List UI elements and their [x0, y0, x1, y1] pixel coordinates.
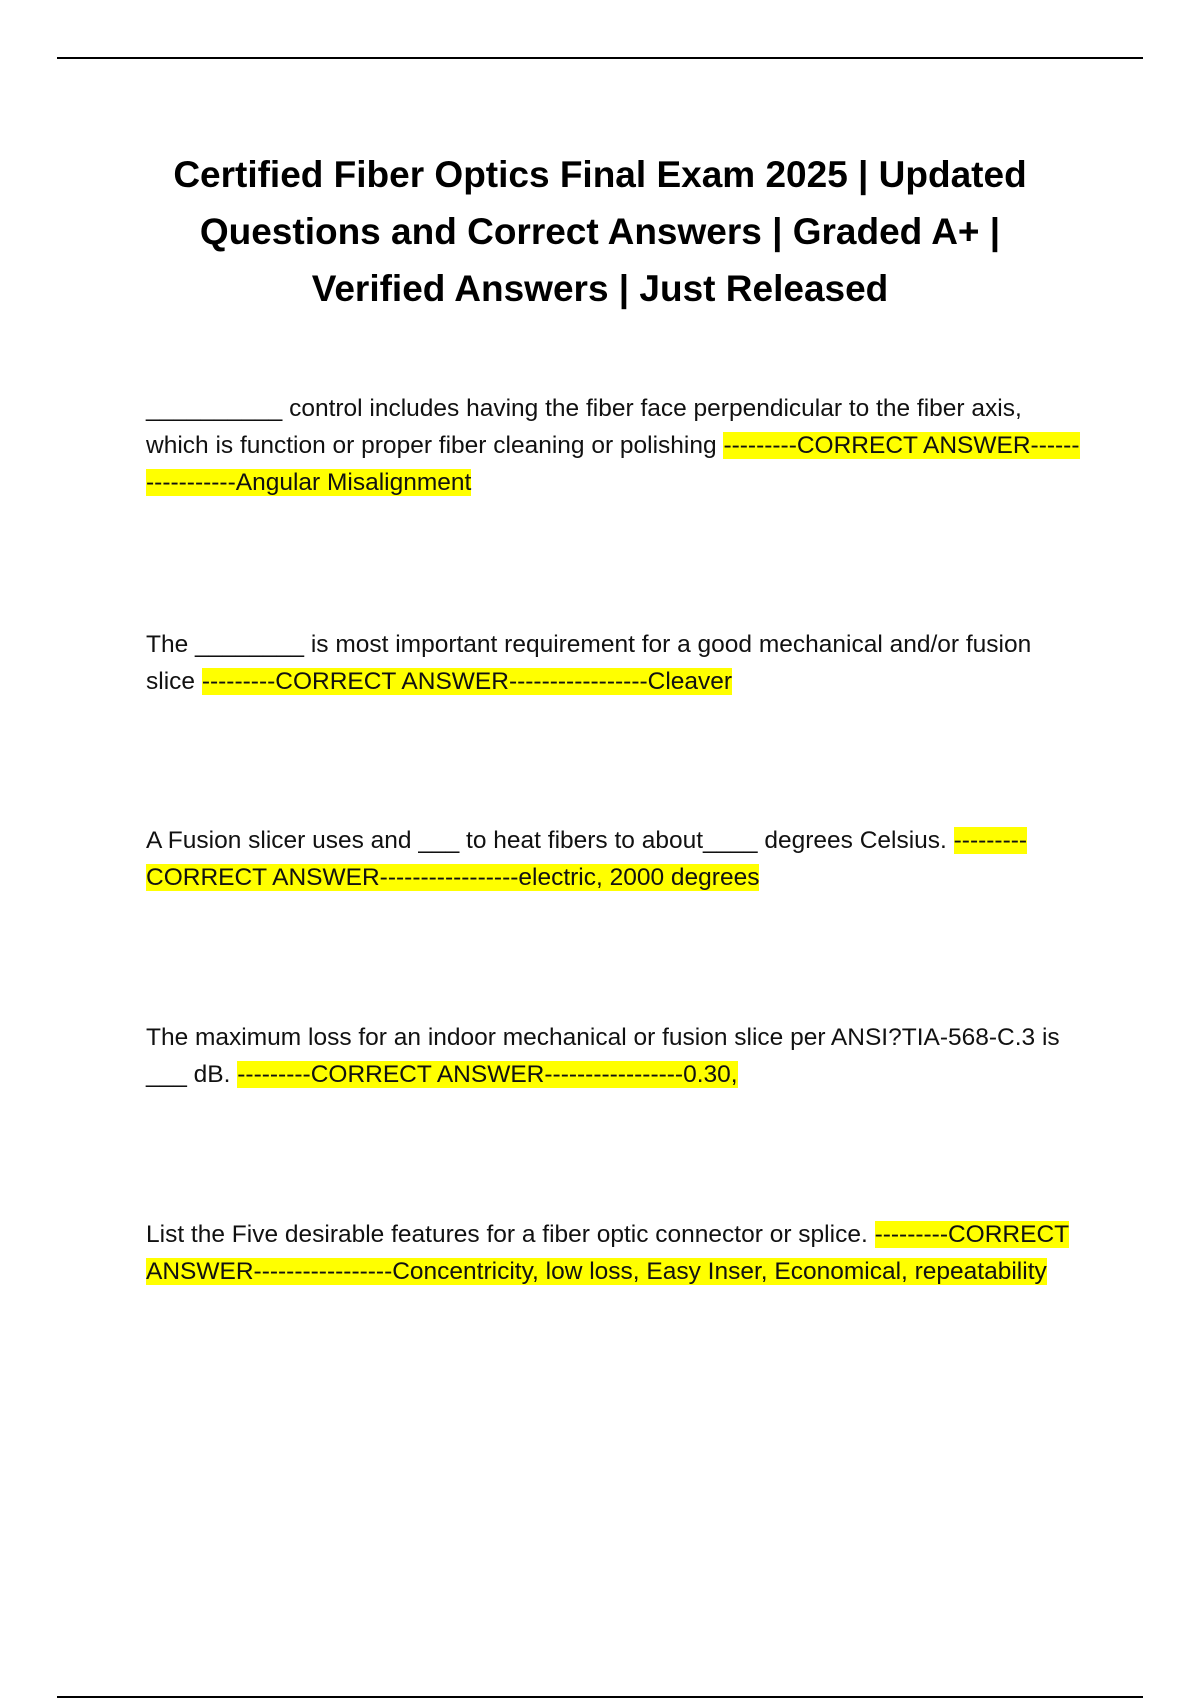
answer-highlight: ---------CORRECT ANSWER-----------------Concentricity, low loss, Easy Inser, Economical, repeatability — [146, 1221, 1070, 1285]
top-rule — [57, 57, 1143, 59]
question-text: List the Five desirable features for a fiber optic connector or splice. — [146, 1221, 875, 1248]
answer-highlight: ---------CORRECT ANSWER-----------------electric, 2000 degrees — [146, 827, 1028, 891]
answer-highlight: ---------CORRECT ANSWER-----------------Angular Misalignment — [146, 432, 1080, 496]
qa-item-3 — [146, 822, 1086, 896]
question-text: A Fusion slicer uses and ___ to heat fibers to about____ degrees Celsius. — [146, 827, 954, 854]
qa-item-1 — [146, 390, 1086, 501]
document-title: Certified Fiber Optics Final Exam 2025 | Updated Questions and Correct Answers | Graded A+ | Verified Answers | Just Released — [173, 154, 1027, 309]
qa-item-2 — [146, 626, 1086, 700]
answer-highlight: ---------CORRECT ANSWER-----------------0.30, — [237, 1061, 738, 1088]
question-text: __________ control includes having the fiber face perpendicular to the fiber axis, which is function or proper fiber cleaning or polishing — [146, 395, 1022, 459]
question-text: The ________ is most important requirement for a good mechanical and/or fusion slice — [146, 631, 1032, 695]
answer-highlight: ---------CORRECT ANSWER-----------------Cleaver — [201, 668, 733, 695]
bottom-rule — [57, 1696, 1143, 1698]
qa-item-5 — [146, 1216, 1086, 1290]
question-text: The maximum loss for an indoor mechanical or fusion slice per ANSI?TIA-568-C.3 is ___ dB. — [146, 1024, 1060, 1088]
qa-item-4 — [146, 1019, 1086, 1093]
